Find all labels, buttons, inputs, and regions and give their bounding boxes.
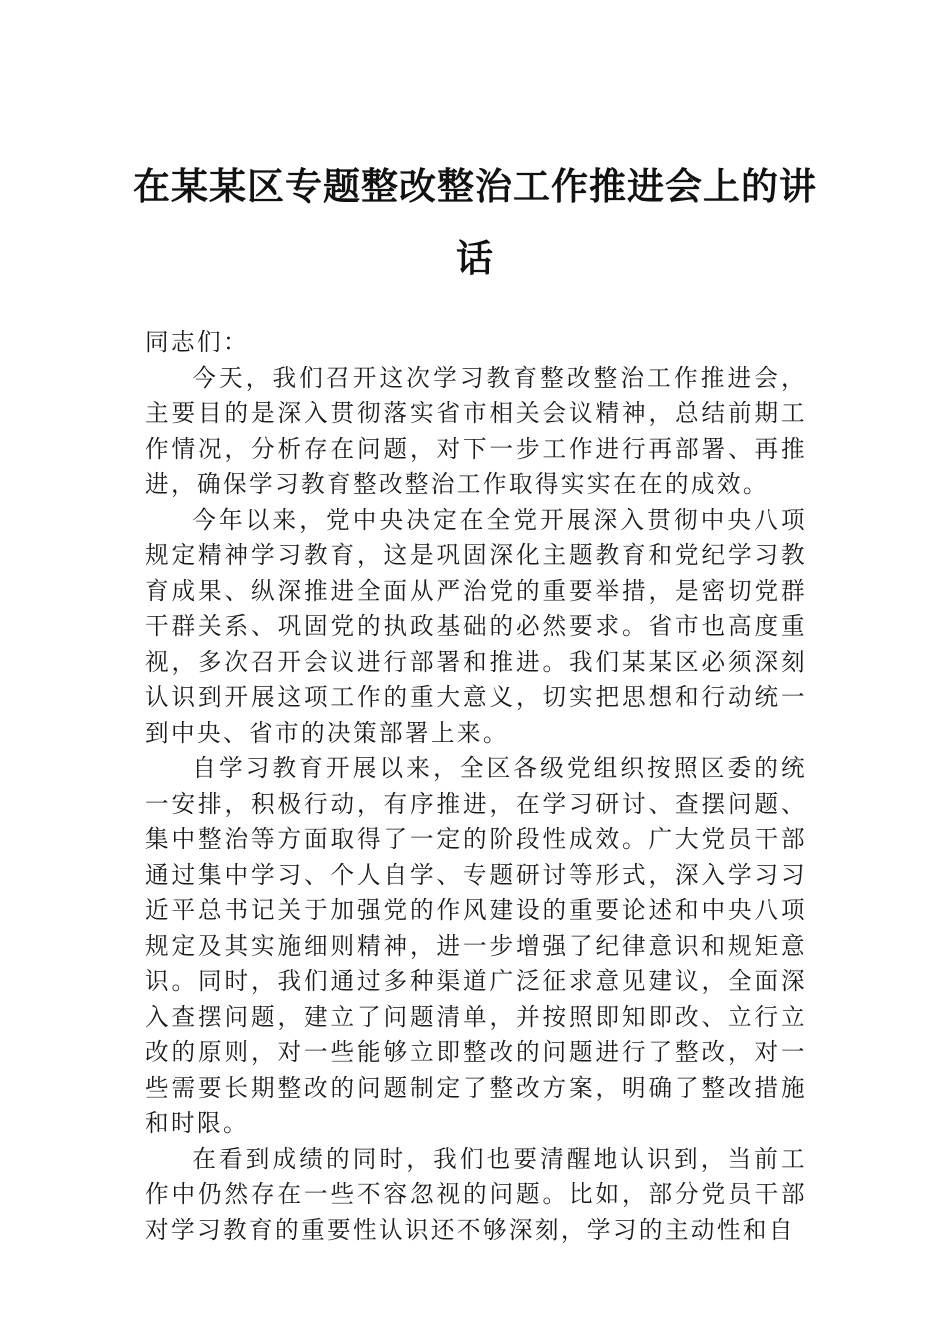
paragraph-3: 自学习教育开展以来，全区各级党组织按照区委的统一安排，积极行动，有序推进，在学习研讨、查摆问题、集中整治等方面取得了一定的阶段性成效。广大党员干部通过集中学习、个人自学、专题研讨等形式，深入学习习近平总书记关于加强党的作风建设的重要论述和中央八项规定及其实施细则精神，进一步增强了纪律意识和规矩意识。同时，我们通过多种渠道广泛征求意见建议，全面深入查摆问题，建立了问题清单，并按照即知即改、立行立改的原则，对一些能够立即整改的问题进行了整改，对一些需要长期整改的问题制定了整改方案，明确了整改措施和时限。 — [145, 754, 807, 1137]
paragraph-2: 今年以来，党中央决定在全党开展深入贯彻中央八项规定精神学习教育，这是巩固深化主题教育和党纪学习教育成果、纵深推进全面从严治党的重要举措，是密切党群干群关系、巩固党的执政基础的必然要求。省市也高度重视，多次召开会议进行部署和推进。我们某某区必须深刻认识到开展这项工作的重大意义，切实把思想和行动统一到中央、省市的决策部署上来。 — [145, 505, 807, 747]
document-body — [145, 325, 807, 1248]
document-title: 在某某区专题整改整治工作推进会上的讲话 — [133, 164, 817, 280]
paragraph-4: 在看到成绩的同时，我们也要清醒地认识到，当前工作中仍然存在一些不容忽视的问题。比如，部分党员干部对学习教育的重要性认识还不够深刻，学习的主动性和自 — [145, 1144, 807, 1244]
paragraph-1: 今天，我们召开这次学习教育整改整治工作推进会，主要目的是深入贯彻落实省市相关会议精神，总结前期工作情况，分析存在问题，对下一步工作进行再部署、再推进，确保学习教育整改整治工作取得实实在在的成效。 — [145, 363, 807, 498]
salutation: 同志们： — [145, 328, 249, 356]
